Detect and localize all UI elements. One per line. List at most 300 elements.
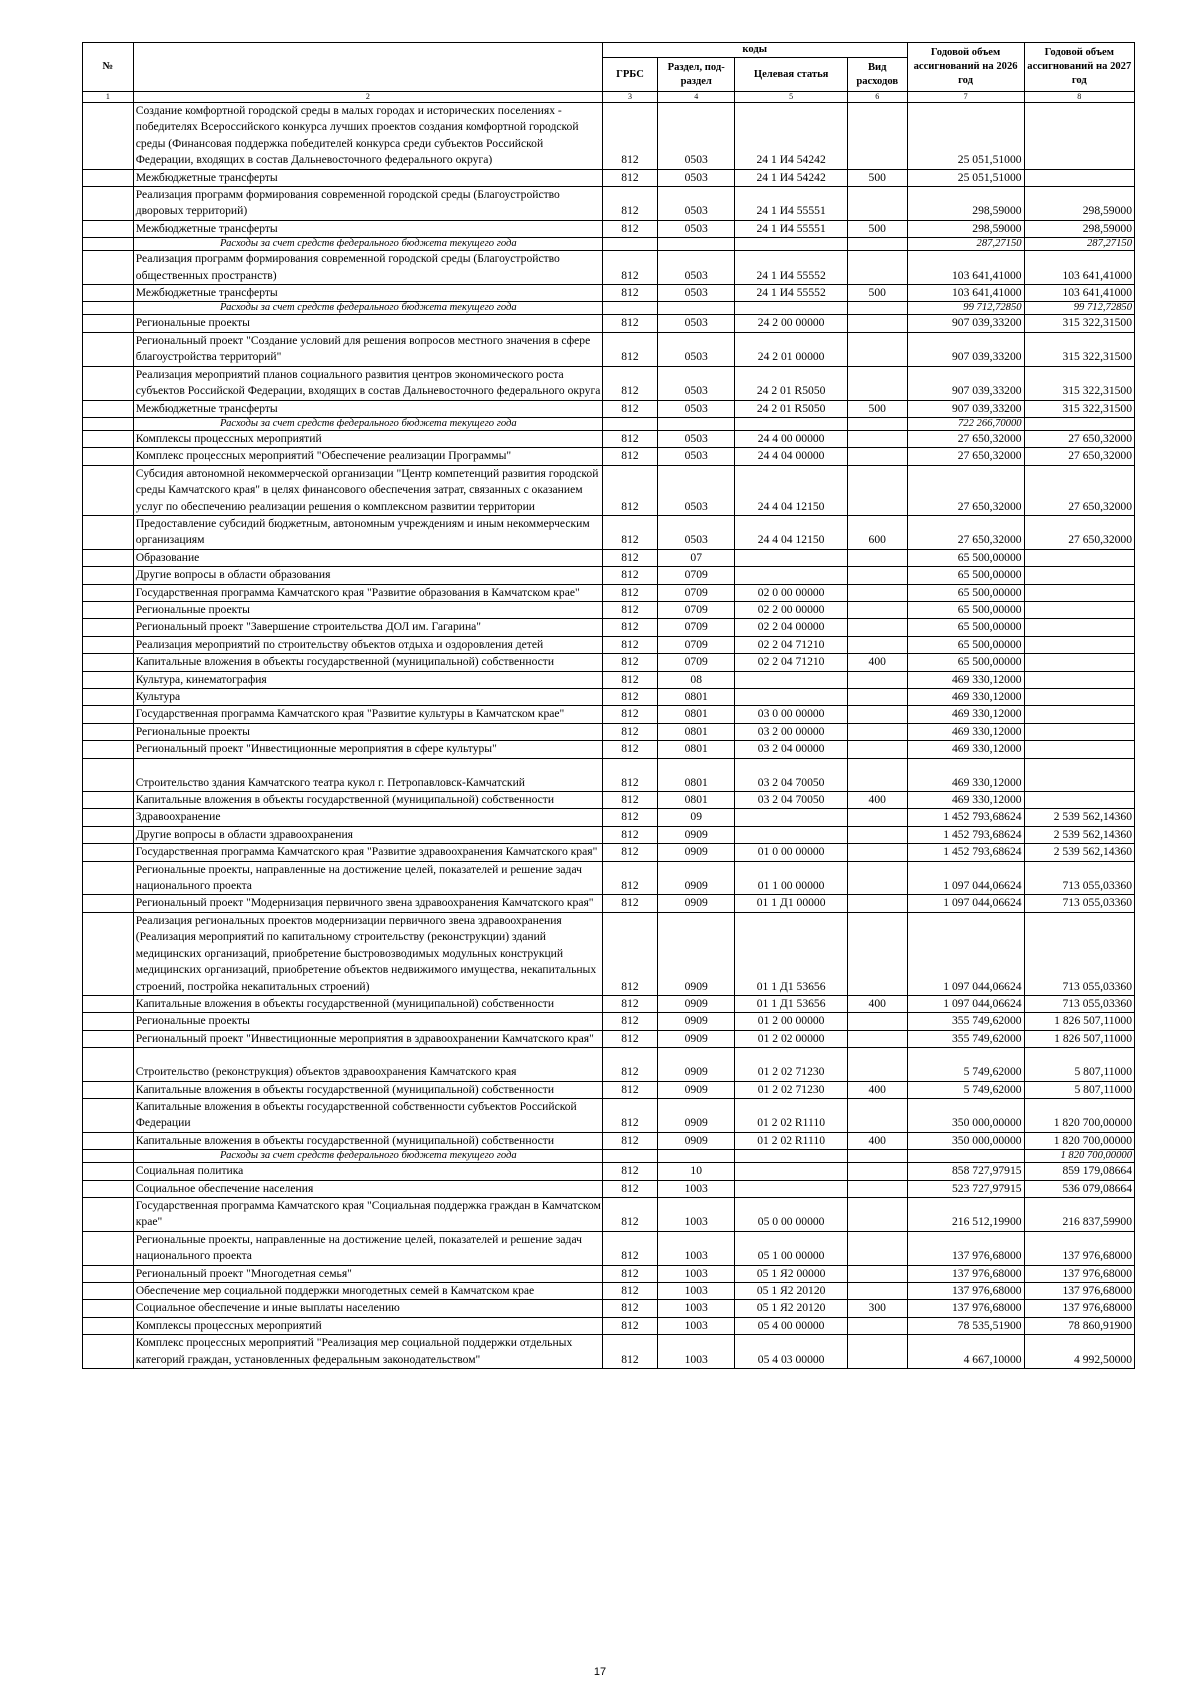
section-code: 0503 [658, 220, 735, 237]
amount-2026: 99 712,72850 [907, 302, 1024, 315]
expense-type-code [847, 1231, 907, 1265]
expense-type-code [847, 636, 907, 653]
expense-type-code: 400 [847, 654, 907, 671]
amount-2027: 78 860,91900 [1024, 1317, 1134, 1334]
item-name: Другие вопросы в области здравоохранения [133, 826, 602, 843]
amount-2027: 315 322,31500 [1024, 315, 1134, 332]
target-article-code [735, 809, 848, 826]
section-code: 0503 [658, 448, 735, 465]
grbs-code: 812 [602, 636, 657, 653]
target-article-code: 01 2 02 R1110 [735, 1132, 848, 1149]
item-name: Социальное обеспечение и иные выплаты населению [133, 1300, 602, 1317]
grbs-code: 812 [602, 1013, 657, 1030]
section-code [658, 238, 735, 251]
section-code: 0709 [658, 654, 735, 671]
amount-2027: 2 539 562,14360 [1024, 826, 1134, 843]
table-row [83, 169, 1135, 186]
amount-2027: 137 976,68000 [1024, 1283, 1134, 1300]
table-row [83, 465, 1135, 515]
amount-2027: 1 826 507,11000 [1024, 1013, 1134, 1030]
amount-2027: 1 820 700,00000 [1024, 1150, 1134, 1163]
amount-2026: 469 330,12000 [907, 741, 1024, 758]
table-row [83, 654, 1135, 671]
amount-2027: 2 539 562,14360 [1024, 809, 1134, 826]
expense-type-code [847, 1265, 907, 1282]
row-number-cell [83, 844, 134, 861]
section-code: 1003 [658, 1300, 735, 1317]
grbs-code: 812 [602, 741, 657, 758]
amount-2026: 5 749,62000 [907, 1081, 1024, 1098]
table-row [83, 103, 1135, 170]
section-code: 08 [658, 671, 735, 688]
target-article-code: 02 2 00 00000 [735, 601, 848, 618]
amount-2026: 137 976,68000 [907, 1283, 1024, 1300]
section-code [658, 1150, 735, 1163]
table-row [83, 792, 1135, 809]
table-row [83, 549, 1135, 566]
row-number-cell [83, 315, 134, 332]
expense-type-code [847, 671, 907, 688]
section-code: 0909 [658, 912, 735, 995]
expense-type-code [847, 465, 907, 515]
table-row [83, 1317, 1135, 1334]
row-number-cell [83, 285, 134, 302]
amount-2026: 722 266,70000 [907, 417, 1024, 430]
section-code: 1003 [658, 1197, 735, 1231]
table-row [83, 995, 1135, 1012]
table-row [83, 567, 1135, 584]
item-name: Капитальные вложения в объекты государственной собственности субъектов Российской Федерации [133, 1098, 602, 1132]
amount-2027: 315 322,31500 [1024, 332, 1134, 366]
row-number-cell [83, 584, 134, 601]
target-article-code: 24 4 00 00000 [735, 430, 848, 447]
grbs-code: 812 [602, 826, 657, 843]
row-number-cell [83, 995, 134, 1012]
expense-type-code [847, 809, 907, 826]
amount-2026: 907 039,33200 [907, 366, 1024, 400]
section-code: 0503 [658, 400, 735, 417]
amount-2027: 137 976,68000 [1024, 1265, 1134, 1282]
header-expense-type: Вид расходов [847, 58, 907, 92]
row-number-cell [83, 187, 134, 221]
table-row [83, 315, 1135, 332]
amount-2027 [1024, 636, 1134, 653]
target-article-code: 03 2 04 70050 [735, 792, 848, 809]
grbs-code: 812 [602, 758, 657, 791]
amount-2026: 287,27150 [907, 238, 1024, 251]
expense-type-code [847, 332, 907, 366]
amount-2026: 469 330,12000 [907, 706, 1024, 723]
expense-type-code [847, 619, 907, 636]
item-name: Культура [133, 689, 602, 706]
header-name [133, 43, 602, 92]
target-article-code: 24 2 00 00000 [735, 315, 848, 332]
table-row [83, 448, 1135, 465]
expense-type-code [847, 1013, 907, 1030]
grbs-code: 812 [602, 366, 657, 400]
item-name: Комплексы процессных мероприятий [133, 1317, 602, 1334]
expense-type-code [847, 895, 907, 912]
federal-funds-row [83, 1150, 1135, 1163]
item-name: Региональный проект "Модернизация первичного звена здравоохранения Камчатского края" [133, 895, 602, 912]
item-name: Региональный проект "Инвестиционные мероприятия в сфере культуры" [133, 741, 602, 758]
expense-type-code [847, 1197, 907, 1231]
row-number-cell [83, 1081, 134, 1098]
grbs-code: 812 [602, 995, 657, 1012]
table-row [83, 741, 1135, 758]
item-name: Другие вопросы в области образования [133, 567, 602, 584]
table-row [83, 895, 1135, 912]
item-name: Государственная программа Камчатского края "Развитие образования в Камчатском крае" [133, 584, 602, 601]
target-article-code: 03 0 00 00000 [735, 706, 848, 723]
target-article-code [735, 567, 848, 584]
grbs-code: 812 [602, 1163, 657, 1180]
target-article-code: 24 1 И4 55552 [735, 251, 848, 285]
item-name: Межбюджетные трансферты [133, 220, 602, 237]
grbs-code: 812 [602, 895, 657, 912]
amount-2027: 298,59000 [1024, 187, 1134, 221]
table-row [83, 187, 1135, 221]
amount-2026: 350 000,00000 [907, 1132, 1024, 1149]
row-number-cell [83, 549, 134, 566]
amount-2026: 216 512,19900 [907, 1197, 1024, 1231]
section-code: 0709 [658, 636, 735, 653]
section-code: 1003 [658, 1180, 735, 1197]
amount-2026: 65 500,00000 [907, 654, 1024, 671]
amount-2027: 315 322,31500 [1024, 366, 1134, 400]
amount-2026: 65 500,00000 [907, 584, 1024, 601]
amount-2026: 298,59000 [907, 187, 1024, 221]
expense-type-code [847, 1335, 907, 1369]
target-article-code: 02 2 04 71210 [735, 654, 848, 671]
row-number-cell [83, 741, 134, 758]
target-article-code: 01 2 00 00000 [735, 1013, 848, 1030]
amount-2027 [1024, 671, 1134, 688]
expense-type-code: 400 [847, 995, 907, 1012]
target-article-code: 24 2 01 R5050 [735, 366, 848, 400]
amount-2026: 137 976,68000 [907, 1265, 1024, 1282]
grbs-code: 812 [602, 861, 657, 895]
table-row [83, 844, 1135, 861]
item-name: Предоставление субсидий бюджетным, автономным учреждениям и иным некоммерческим организациям [133, 515, 602, 549]
amount-2027 [1024, 654, 1134, 671]
grbs-code: 812 [602, 1283, 657, 1300]
target-article-code: 03 2 04 70050 [735, 758, 848, 791]
amount-2027: 27 650,32000 [1024, 515, 1134, 549]
grbs-code: 812 [602, 567, 657, 584]
amount-2026: 65 500,00000 [907, 636, 1024, 653]
item-name: Региональные проекты, направленные на достижение целей, показателей и решение задач национального проекта [133, 861, 602, 895]
section-code: 0503 [658, 515, 735, 549]
table-row [83, 1163, 1135, 1180]
item-name: Реализация региональных проектов модернизации первичного звена здравоохранения (Реализация мероприятий по капитальному строительству (реконструкции) зданий медицинских организаций, приобретение быстровозводимых модульных конструкций медицинских организаций, приобретение объектов недвижимого имущества, некапитальных строений, постройка некапитальных строений) [133, 912, 602, 995]
expense-type-code [847, 448, 907, 465]
expense-type-code: 400 [847, 792, 907, 809]
amount-2026: 469 330,12000 [907, 792, 1024, 809]
amount-2027 [1024, 103, 1134, 170]
target-article-code: 05 1 Я2 20120 [735, 1283, 848, 1300]
grbs-code: 812 [602, 809, 657, 826]
row-number-cell [83, 1300, 134, 1317]
section-code: 07 [658, 549, 735, 566]
amount-2026: 469 330,12000 [907, 671, 1024, 688]
expense-type-code [847, 1098, 907, 1132]
target-article-code [735, 826, 848, 843]
table-row [83, 220, 1135, 237]
target-article-code: 24 2 01 00000 [735, 332, 848, 366]
target-article-code [735, 1180, 848, 1197]
grbs-code: 812 [602, 1197, 657, 1231]
grbs-code: 812 [602, 1030, 657, 1047]
item-name: Расходы за счет средств федерального бюджета текущего года [133, 417, 602, 430]
table-row [83, 826, 1135, 843]
table-row [83, 912, 1135, 995]
item-name: Комплексы процессных мероприятий [133, 430, 602, 447]
target-article-code: 01 2 02 00000 [735, 1030, 848, 1047]
row-number-cell [83, 417, 134, 430]
amount-2027: 27 650,32000 [1024, 430, 1134, 447]
grbs-code: 812 [602, 187, 657, 221]
column-number: 3 [602, 92, 657, 103]
table-row [83, 1098, 1135, 1132]
target-article-code: 24 4 04 12150 [735, 515, 848, 549]
item-name: Образование [133, 549, 602, 566]
grbs-code [602, 1150, 657, 1163]
item-name: Региональные проекты [133, 723, 602, 740]
expense-type-code [847, 567, 907, 584]
amount-2026: 1 452 793,68624 [907, 844, 1024, 861]
row-number-cell [83, 1030, 134, 1047]
expense-type-code [847, 861, 907, 895]
header-razdel: Раздел, под-раздел [658, 58, 735, 92]
row-number-cell [83, 251, 134, 285]
section-code: 0801 [658, 758, 735, 791]
expense-type-code [847, 723, 907, 740]
section-code: 0503 [658, 285, 735, 302]
item-name: Строительство (реконструкция) объектов здравоохранения Камчатского края [133, 1048, 602, 1081]
section-code: 1003 [658, 1317, 735, 1334]
amount-2027 [1024, 758, 1134, 791]
target-article-code [735, 302, 848, 315]
item-name: Региональные проекты, направленные на достижение целей, показателей и решение задач национального проекта [133, 1231, 602, 1265]
amount-2027 [1024, 169, 1134, 186]
amount-2027: 713 055,03360 [1024, 895, 1134, 912]
amount-2027 [1024, 741, 1134, 758]
amount-2026: 298,59000 [907, 220, 1024, 237]
grbs-code: 812 [602, 689, 657, 706]
row-number-cell [83, 169, 134, 186]
target-article-code: 24 2 01 R5050 [735, 400, 848, 417]
header-year-2026: Годовой объем ассигнований на 2026 год [907, 43, 1024, 92]
target-article-code [735, 417, 848, 430]
target-article-code: 05 1 Я2 20120 [735, 1300, 848, 1317]
row-number-cell [83, 238, 134, 251]
expense-type-code [847, 302, 907, 315]
amount-2026: 355 749,62000 [907, 1030, 1024, 1047]
target-article-code: 05 1 00 00000 [735, 1231, 848, 1265]
row-number-cell [83, 220, 134, 237]
table-row [83, 1300, 1135, 1317]
grbs-code: 812 [602, 654, 657, 671]
grbs-code: 812 [602, 912, 657, 995]
target-article-code: 24 1 И4 55551 [735, 220, 848, 237]
grbs-code: 812 [602, 1048, 657, 1081]
expense-type-code [847, 430, 907, 447]
target-article-code [735, 1163, 848, 1180]
row-number-cell [83, 1013, 134, 1030]
item-name: Государственная программа Камчатского края "Развитие здравоохранения Камчатского края" [133, 844, 602, 861]
amount-2026: 469 330,12000 [907, 758, 1024, 791]
amount-2026: 103 641,41000 [907, 251, 1024, 285]
amount-2027 [1024, 689, 1134, 706]
target-article-code: 01 0 00 00000 [735, 844, 848, 861]
column-number-row [83, 92, 1135, 103]
table-row [83, 1283, 1135, 1300]
grbs-code: 812 [602, 430, 657, 447]
table-row [83, 671, 1135, 688]
table-row [83, 1030, 1135, 1047]
expense-type-code [847, 103, 907, 170]
section-code: 0503 [658, 103, 735, 170]
grbs-code: 812 [602, 706, 657, 723]
section-code: 0709 [658, 567, 735, 584]
item-name: Государственная программа Камчатского края "Социальная поддержка граждан в Камчатском крае" [133, 1197, 602, 1231]
item-name: Региональный проект "Многодетная семья" [133, 1265, 602, 1282]
amount-2027 [1024, 619, 1134, 636]
row-number-cell [83, 706, 134, 723]
column-number: 2 [133, 92, 602, 103]
column-number: 6 [847, 92, 907, 103]
section-code: 0909 [658, 1013, 735, 1030]
amount-2027: 298,59000 [1024, 220, 1134, 237]
grbs-code: 812 [602, 465, 657, 515]
item-name: Государственная программа Камчатского края "Развитие культуры в Камчатском крае" [133, 706, 602, 723]
expense-type-code [847, 741, 907, 758]
expense-type-code [847, 1180, 907, 1197]
section-code: 0709 [658, 619, 735, 636]
grbs-code: 812 [602, 169, 657, 186]
item-name: Капитальные вложения в объекты государственной (муниципальной) собственности [133, 792, 602, 809]
expense-type-code [847, 844, 907, 861]
grbs-code: 812 [602, 1098, 657, 1132]
row-number-cell [83, 448, 134, 465]
row-number-cell [83, 1048, 134, 1081]
table-row [83, 430, 1135, 447]
table-row [83, 723, 1135, 740]
table-row [83, 689, 1135, 706]
target-article-code: 01 1 Д1 00000 [735, 895, 848, 912]
target-article-code: 01 1 00 00000 [735, 861, 848, 895]
row-number-cell [83, 366, 134, 400]
expense-type-code: 500 [847, 285, 907, 302]
target-article-code: 05 4 03 00000 [735, 1335, 848, 1369]
amount-2027: 315 322,31500 [1024, 400, 1134, 417]
expense-type-code: 300 [847, 1300, 907, 1317]
item-name: Капитальные вложения в объекты государственной (муниципальной) собственности [133, 654, 602, 671]
section-code: 0801 [658, 706, 735, 723]
grbs-code: 812 [602, 549, 657, 566]
grbs-code: 812 [602, 844, 657, 861]
grbs-code: 812 [602, 220, 657, 237]
row-number-cell [83, 723, 134, 740]
amount-2026: 103 641,41000 [907, 285, 1024, 302]
table-row [83, 366, 1135, 400]
header-num: № [83, 43, 134, 92]
amount-2027: 1 826 507,11000 [1024, 1030, 1134, 1047]
expense-type-code [847, 251, 907, 285]
item-name: Социальное обеспечение населения [133, 1180, 602, 1197]
section-code: 0709 [658, 601, 735, 618]
table-row [83, 1081, 1135, 1098]
section-code: 0909 [658, 1081, 735, 1098]
item-name: Реализация мероприятий по строительству объектов отдыха и оздоровления детей [133, 636, 602, 653]
grbs-code [602, 238, 657, 251]
amount-2026: 65 500,00000 [907, 549, 1024, 566]
row-number-cell [83, 1098, 134, 1132]
amount-2027 [1024, 601, 1134, 618]
amount-2027 [1024, 549, 1134, 566]
row-number-cell [83, 1150, 134, 1163]
amount-2027 [1024, 417, 1134, 430]
target-article-code [735, 549, 848, 566]
amount-2026: 350 000,00000 [907, 1098, 1024, 1132]
grbs-code: 812 [602, 103, 657, 170]
row-number-cell [83, 430, 134, 447]
amount-2027: 103 641,41000 [1024, 251, 1134, 285]
row-number-cell [83, 619, 134, 636]
expense-type-code: 500 [847, 220, 907, 237]
table-row [83, 1265, 1135, 1282]
target-article-code: 24 4 04 12150 [735, 465, 848, 515]
target-article-code: 05 4 00 00000 [735, 1317, 848, 1334]
header-codes: коды [602, 43, 907, 58]
row-number-cell [83, 895, 134, 912]
amount-2027: 99 712,72850 [1024, 302, 1134, 315]
grbs-code: 812 [602, 448, 657, 465]
item-name: Строительство здания Камчатского театра кукол г. Петропавловск-Камчатский [133, 758, 602, 791]
federal-funds-row [83, 302, 1135, 315]
row-number-cell [83, 1283, 134, 1300]
item-name: Социальная политика [133, 1163, 602, 1180]
grbs-code: 812 [602, 1317, 657, 1334]
grbs-code: 812 [602, 619, 657, 636]
table-row [83, 636, 1135, 653]
amount-2027: 27 650,32000 [1024, 465, 1134, 515]
amount-2026: 907 039,33200 [907, 315, 1024, 332]
table-row [83, 601, 1135, 618]
expense-type-code [847, 187, 907, 221]
amount-2026: 523 727,97915 [907, 1180, 1024, 1197]
section-code: 0503 [658, 465, 735, 515]
target-article-code: 24 1 И4 55551 [735, 187, 848, 221]
grbs-code: 812 [602, 251, 657, 285]
budget-table [82, 42, 1135, 1369]
target-article-code: 01 2 02 R1110 [735, 1098, 848, 1132]
amount-2026: 1 097 044,06624 [907, 895, 1024, 912]
table-row [83, 706, 1135, 723]
amount-2026: 907 039,33200 [907, 400, 1024, 417]
section-code: 0801 [658, 689, 735, 706]
row-number-cell [83, 1231, 134, 1265]
federal-funds-row [83, 417, 1135, 430]
amount-2026: 137 976,68000 [907, 1231, 1024, 1265]
amount-2026: 1 097 044,06624 [907, 995, 1024, 1012]
row-number-cell [83, 912, 134, 995]
item-name: Региональный проект "Завершение строительства ДОЛ им. Гагарина" [133, 619, 602, 636]
target-article-code: 05 0 00 00000 [735, 1197, 848, 1231]
expense-type-code: 600 [847, 515, 907, 549]
section-code: 0503 [658, 430, 735, 447]
